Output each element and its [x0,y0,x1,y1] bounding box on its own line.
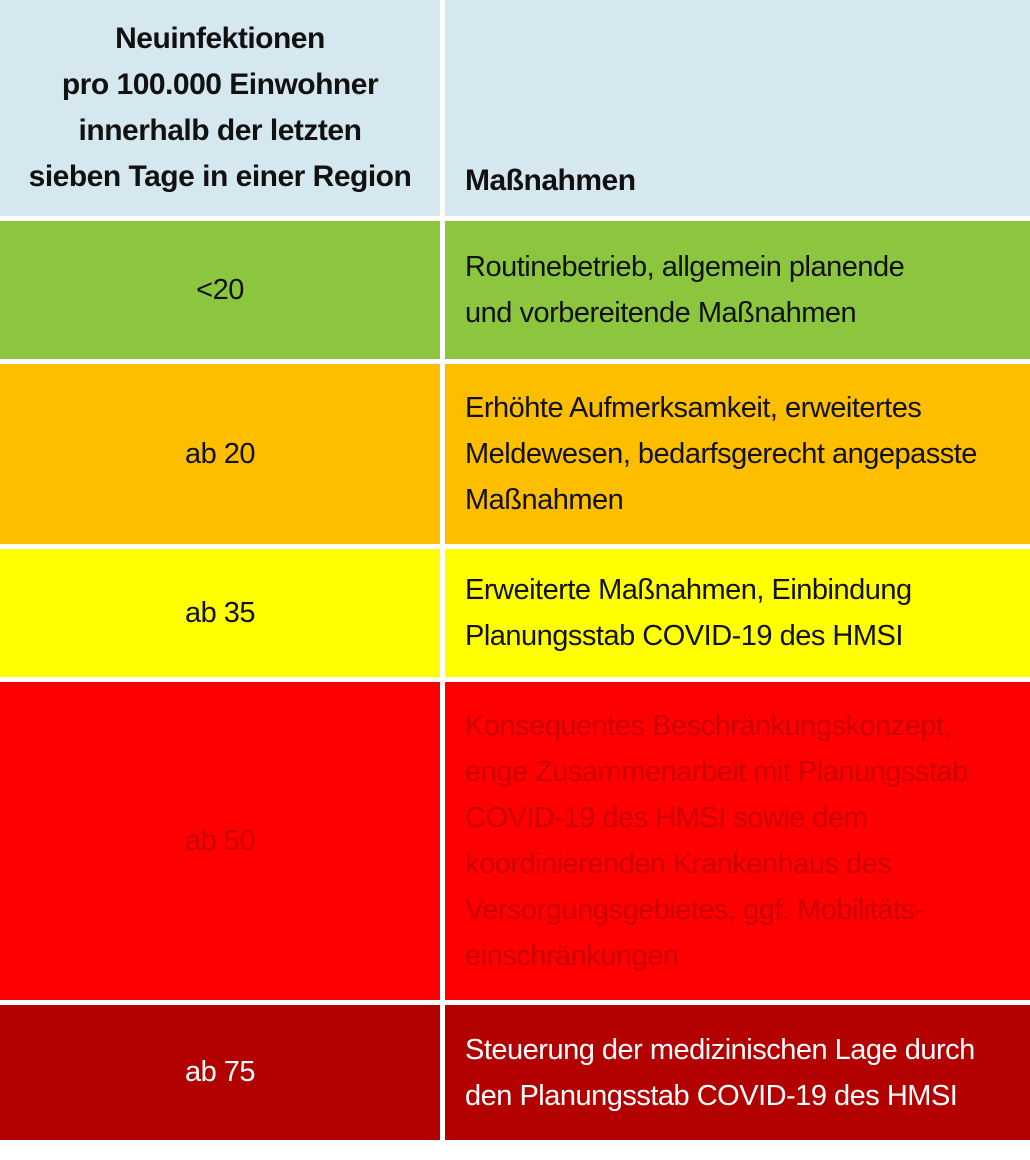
measure-cell-dark-red [445,1005,1030,1140]
header-incidence-cell [0,0,440,216]
header-measures-label: Maßnahmen [465,164,636,197]
threshold-label: <20 [196,273,244,306]
threshold-cell-green [0,221,440,359]
threshold-label: ab 35 [184,596,256,629]
threshold-cell-red [0,682,440,1000]
measure-cell-red [445,682,1030,1000]
bottom-margin [0,1145,1030,1160]
measure-text: Konsequentes Beschränkungskonzept, enge Zusammenarbeit mit Planungsstab COVID-19 des HMSI sowie dem koordinierenden Krankenhaus des Versorgungsgebietes, ggf. Mobilitäts- einschränkungen [465,710,968,972]
threshold-cell-dark-red [0,1005,440,1140]
threshold-label: ab 20 [184,437,256,470]
threshold-cell-orange [0,364,440,544]
measure-text: Erweiterte Maßnahmen, Einbindung Planungsstab COVID-19 des HMSI [465,574,912,652]
threshold-label: ab 50 [184,824,256,857]
measure-cell-yellow [445,549,1030,677]
measure-text: Routinebetrieb, allgemein planende und vorbereitende Maßnahmen [465,251,905,329]
measure-cell-orange [445,364,1030,544]
measure-text: Erhöhte Aufmerksamkeit, erweitertes Meldewesen, bedarfsgerecht angepasste Maßnahmen [465,392,977,516]
threshold-label: ab 75 [184,1056,256,1088]
header-measures-cell [445,0,1030,216]
measure-text: Steuerung der medizinischen Lage durch den Planungsstab COVID-19 des HMSI [465,1033,975,1112]
measure-cell-green [445,221,1030,359]
threshold-cell-yellow [0,549,440,677]
header-incidence-label: Neuinfektionen pro 100.000 Einwohner innerhalb der letzten sieben Tage in einer Region [28,22,412,193]
